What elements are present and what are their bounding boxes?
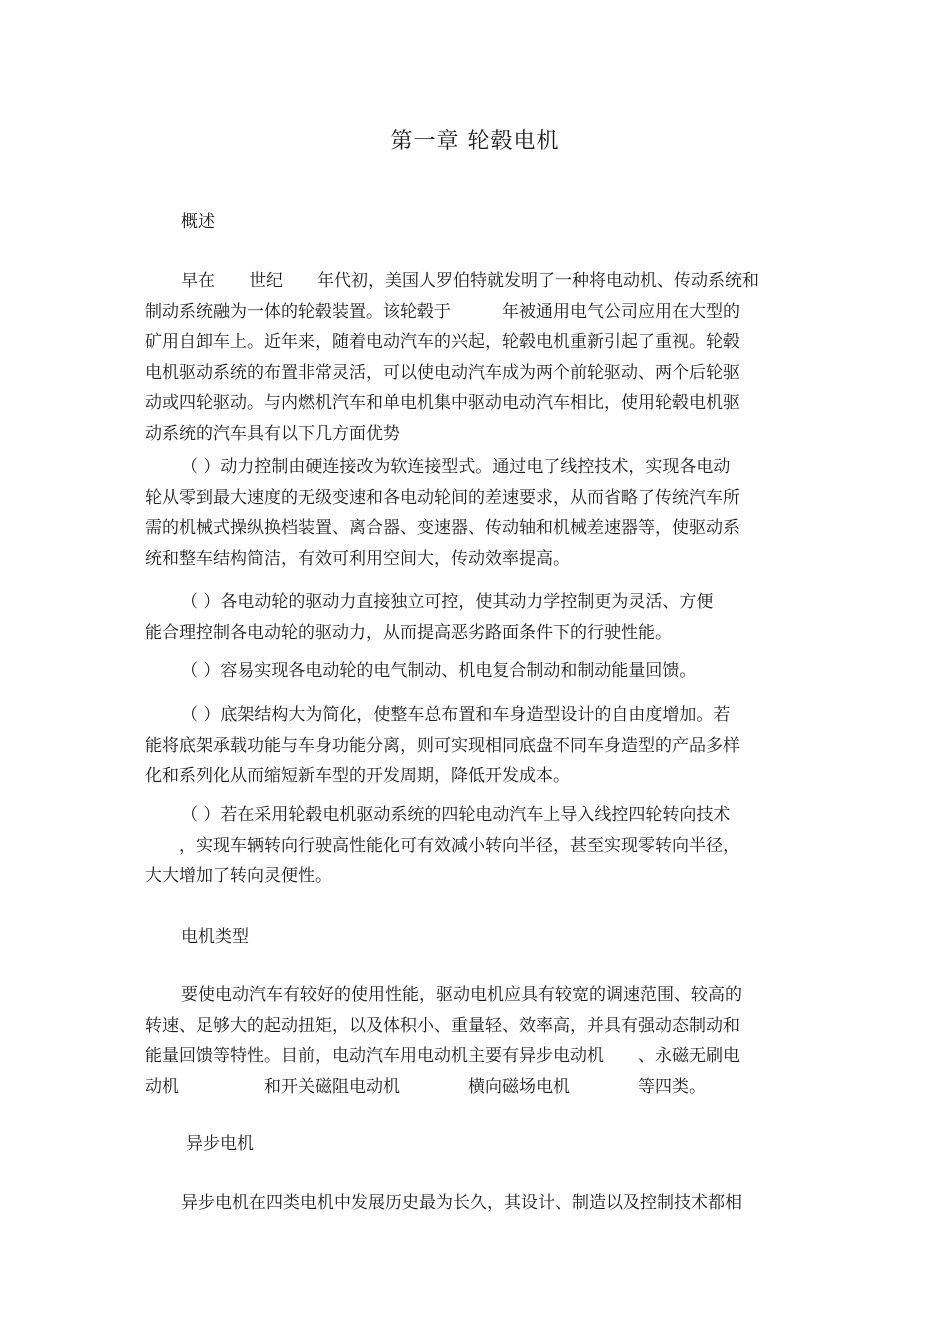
paragraph-advantage-5 xyxy=(145,800,807,892)
paragraph-line: 大大增加了转向灵便性。 xyxy=(145,866,332,886)
paragraph-advantage-1 xyxy=(145,452,807,574)
paragraph-line: 化和系列化从而缩短新车型的开发周期，降低开发成本。 xyxy=(145,766,570,786)
paragraph-line: 轮从零到最大速度的无级变速和各电动轮间的差速要求，从而省略了传统汽车所 xyxy=(145,487,740,508)
paragraph-line: （ ）动力控制由硬连接改为软连接型式。通过电了线控技术，实现各电动 xyxy=(181,457,731,477)
paragraph-line: ，实现车辆转向行驶高性能化可有效减小转向半径，甚至实现零转向半径， xyxy=(145,835,740,856)
paragraph-async-motor xyxy=(145,1188,807,1219)
section-heading-overview: 概述 xyxy=(181,212,215,232)
paragraph-intro xyxy=(145,266,807,449)
paragraph-line: 需的机械式操纵换档装置、离合器、变速器、传动轴和机械差速器等，使驱动系 xyxy=(145,518,740,538)
paragraph-line: 早在 世纪 年代初，美国人罗伯特就发明了一种将电动机、传动系统和 xyxy=(181,271,759,291)
paragraph-motor-types xyxy=(145,980,807,1102)
paragraph-advantage-3 xyxy=(145,656,807,687)
paragraph-line: 要使电动汽车有较好的使用性能，驱动电机应具有较宽的调速范围、较高的 xyxy=(181,985,742,1005)
paragraph-line: 矿用自卸车上。近年来，随着电动汽车的兴起，轮毂电机重新引起了重视。轮毂 xyxy=(145,332,740,352)
section-heading-motor-types: 电机类型 xyxy=(181,927,249,947)
paragraph-line: 动机 和开关磁阻电动机 横向磁场电机 等四类。 xyxy=(145,1076,706,1097)
paragraph-line: （ ）底架结构大为简化，使整车总布置和车身造型设计的自由度增加。若 xyxy=(181,705,731,725)
paragraph-line: 动或四轮驱动。与内燃机汽车和单电机集中驱动电动汽车相比，使用轮毂电机驱 xyxy=(145,393,740,413)
paragraph-line: 能量回馈等特性。目前，电动汽车用电动机主要有异步电动机 、永磁无刷电 xyxy=(145,1046,740,1066)
paragraph-line: 制动系统融为一体的轮毂装置。该轮毂于 年被通用电气公司应用在大型的 xyxy=(145,301,740,322)
paragraph-line: 异步电机在四类电机中发展历史最为长久，其设计、制造以及控制技术都相 xyxy=(181,1193,742,1213)
paragraph-advantage-2 xyxy=(145,587,807,648)
paragraph-line: 电机驱动系统的布置非常灵活，可以使电动汽车成为两个前轮驱动、两个后轮驱 xyxy=(145,362,740,383)
paragraph-line: 转速、足够大的起动扭矩，以及体积小、重量轻、效率高，并具有强动态制动和 xyxy=(145,1015,740,1036)
paragraph-line: 动系统的汽车具有以下几方面优势 xyxy=(145,423,400,444)
paragraph-line: （ ）若在采用轮毂电机驱动系统的四轮电动汽车上导入线控四轮转向技术 xyxy=(181,805,731,825)
paragraph-line: 能将底架承载功能与车身功能分离，则可实现相同底盘不同车身造型的产品多样 xyxy=(145,735,740,756)
paragraph-line: （ ）各电动轮的驱动力直接独立可控，使其动力学控制更为灵活、方便 xyxy=(181,592,714,612)
chapter-title: 第一章 轮毂电机 xyxy=(390,129,560,154)
paragraph-line: 能合理控制各电动轮的驱动力，从而提高恶劣路面条件下的行驶性能。 xyxy=(145,622,672,643)
section-heading-async-motor: 异步电机 xyxy=(186,1134,254,1154)
paragraph-line: 统和整车结构简洁，有效可利用空间大，传动效率提高。 xyxy=(145,548,570,569)
paragraph-advantage-4 xyxy=(145,700,807,792)
paragraph-line: （ ）容易实现各电动轮的电气制动、机电复合制动和制动能量回馈。 xyxy=(181,661,697,681)
